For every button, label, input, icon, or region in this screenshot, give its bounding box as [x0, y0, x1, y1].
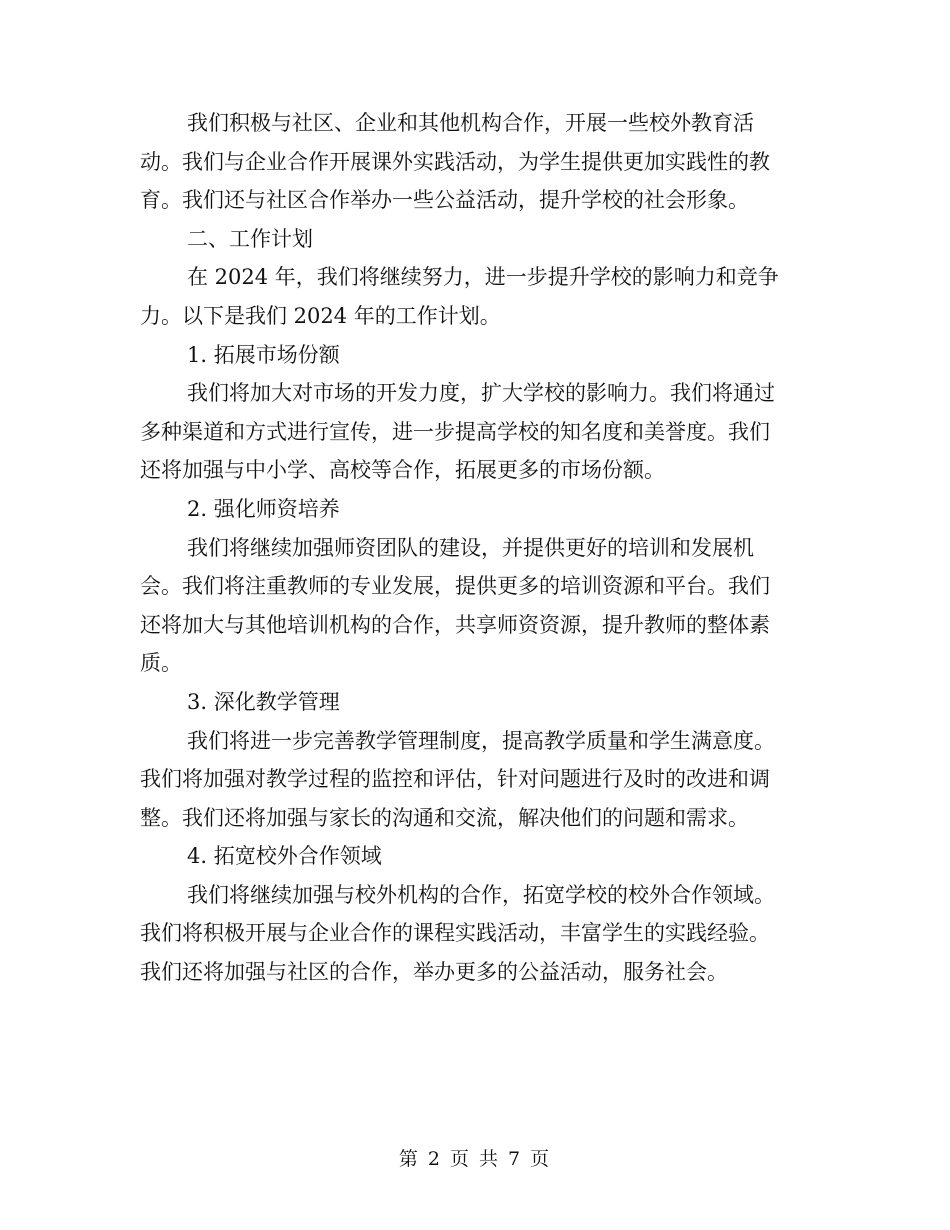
text-line: 3. 深化教学管理	[187, 689, 340, 714]
text-line: 还将加强与中小学、高校等合作，拓展更多的市场份额。	[140, 458, 665, 483]
text-line: 我们将加大对市场的开发力度，扩大学校的影响力。我们将通过	[187, 381, 775, 406]
text-line: 会。我们将注重教师的专业发展，提供更多的培训资源和平台。我们	[140, 574, 770, 599]
text-line: 4. 拓宽校外合作领域	[187, 844, 382, 869]
text-line: 我们将进一步完善教学管理制度，提高教学质量和学生满意度。	[187, 728, 775, 753]
text-line: 我们将加强对教学过程的监控和评估，针对问题进行及时的改进和调	[140, 767, 770, 792]
text-line: 多种渠道和方式进行宣传，进一步提高学校的知名度和美誉度。我们	[140, 419, 770, 444]
text-line: 我们将积极开展与企业合作的课程实践活动，丰富学生的实践经验。	[140, 921, 770, 946]
text-line: 我们将继续加强与校外机构的合作，拓宽学校的校外合作领域。	[187, 882, 775, 907]
text-line: 质。	[140, 651, 182, 676]
text-line: 在 2024 年，我们将继续努力，进一步提升学校的影响力和竞争	[187, 265, 779, 290]
text-line: 我们积极与社区、企业和其他机构合作，开展一些校外教育活	[187, 111, 754, 135]
page-footer: 第 2 页 共 7 页	[398, 1148, 552, 1170]
text-line: 动。我们与企业合作开展课外实践活动，为学生提供更加实践性的教	[140, 149, 770, 174]
text-line: 整。我们还将加强与家长的沟通和交流，解决他们的问题和需求。	[140, 805, 749, 830]
text-line: 力。以下是我们 2024 年的工作计划。	[140, 303, 501, 328]
text-line: 1. 拓展市场份额	[187, 342, 340, 367]
document-body	[140, 104, 810, 992]
text-line: 我们将继续加强师资团队的建设，并提供更好的培训和发展机	[187, 535, 754, 560]
text-line: 2. 强化师资培养	[187, 496, 340, 521]
text-line: 育。我们还与社区合作举办一些公益活动，提升学校的社会形象。	[140, 188, 749, 213]
text-line: 二、工作计划	[187, 226, 313, 251]
text-line: 我们还将加强与社区的合作，举办更多的公益活动，服务社会。	[140, 960, 728, 985]
text-line: 还将加大与其他培训机构的合作，共享师资资源，提升教师的整体素	[140, 612, 770, 637]
